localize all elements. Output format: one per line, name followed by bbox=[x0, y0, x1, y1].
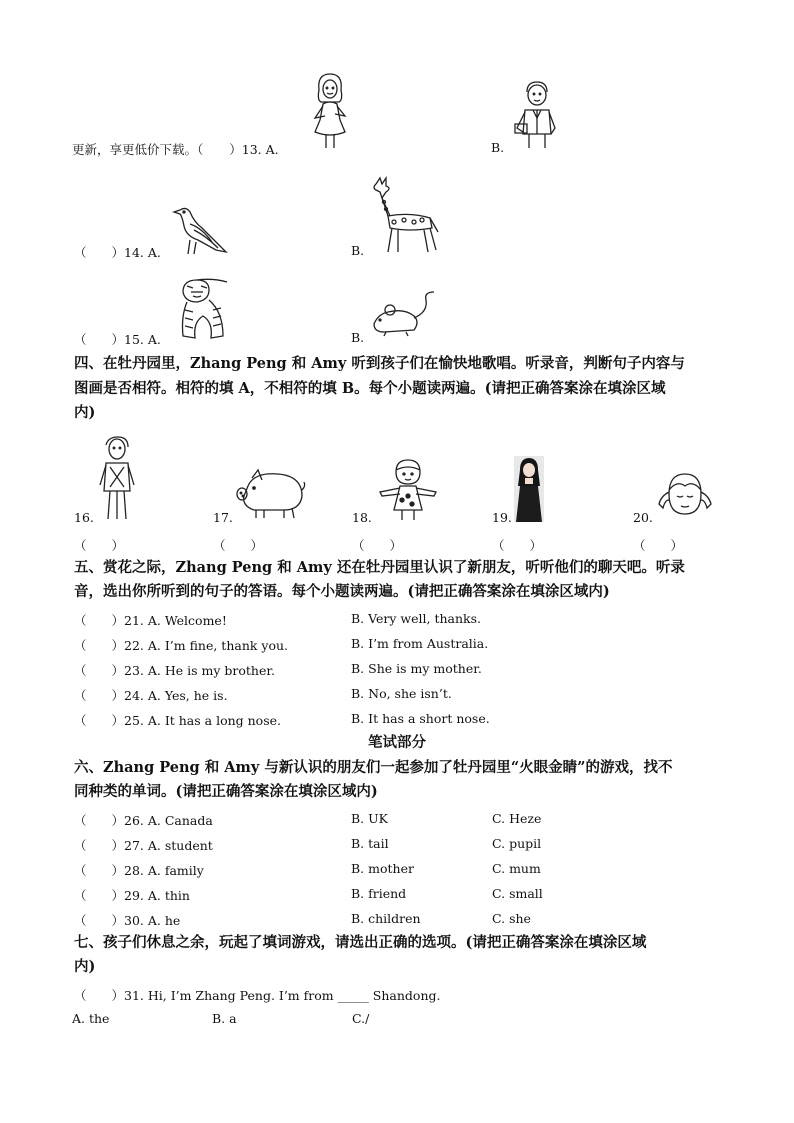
q30-option-c: C. she bbox=[492, 911, 531, 926]
q31-option-a: A. the bbox=[72, 1011, 110, 1026]
section5-heading-line1: 五、赏花之际，Zhang Peng 和 Amy 还在牡丹园里认识了新朋友，听听他们的聊天吧。听录 bbox=[74, 559, 685, 576]
q29-option-b: B. friend bbox=[351, 886, 407, 901]
q31-option-c: C./ bbox=[352, 1011, 370, 1026]
q23-option-a: （ ）23. A. He is my brother. bbox=[74, 663, 275, 678]
q27-option-b: B. tail bbox=[351, 836, 389, 851]
section7-heading-line1: 七、孩子们休息之余，玩起了填词游戏，请选出正确的选项。(请把正确答案涂在填涂区域 bbox=[74, 934, 647, 951]
q20-number: 20. bbox=[633, 510, 653, 525]
q19-answer-blank[interactable]: （ ） bbox=[492, 538, 543, 553]
q26-option-b: B. UK bbox=[351, 811, 389, 826]
q31-option-b: B. a bbox=[212, 1011, 237, 1026]
q27-option-c: C. pupil bbox=[492, 836, 542, 851]
q31-question: （ ）31. Hi, I’m Zhang Peng. I’m from _____ Shandong. bbox=[74, 988, 441, 1003]
q30-option-a: （ ）30. A. he bbox=[74, 913, 181, 928]
section6-heading-line2: 同种类的单词。(请把正确答案涂在填涂区域内) bbox=[74, 783, 378, 800]
q19-number: 19. bbox=[492, 510, 512, 525]
tiger-icon bbox=[173, 276, 231, 342]
q27-option-a: （ ）27. A. student bbox=[74, 838, 213, 853]
section7-heading-line2: 内) bbox=[74, 958, 96, 975]
q18-answer-blank[interactable]: （ ） bbox=[352, 538, 403, 553]
q28-option-b: B. mother bbox=[351, 861, 414, 876]
q17-number: 17. bbox=[213, 510, 233, 525]
q22-option-b: B. I’m from Australia. bbox=[351, 636, 489, 651]
q21-option-b: B. Very well, thanks. bbox=[351, 611, 481, 626]
q25-option-a: （ ）25. A. It has a long nose. bbox=[74, 713, 281, 728]
giraffe-icon bbox=[370, 176, 442, 254]
man-icon bbox=[513, 80, 561, 150]
q24-option-a: （ ）24. A. Yes, he is. bbox=[74, 688, 228, 703]
section4-heading-line2: 图画是否相符。相符的填 A，不相符的填 B。每个小题读两遍。(请把正确答案涂在填涂区域 bbox=[74, 380, 666, 397]
mouse-icon bbox=[370, 290, 438, 338]
q29-option-c: C. small bbox=[492, 886, 543, 901]
q13-option-b: B. bbox=[491, 140, 505, 155]
girl-face-icon bbox=[655, 470, 715, 518]
q14-option-b: B. bbox=[351, 243, 365, 258]
q23-option-b: B. She is my mother. bbox=[351, 661, 482, 676]
woman-icon bbox=[305, 72, 355, 150]
section4-heading-line3: 内) bbox=[74, 404, 96, 421]
q16-number: 16. bbox=[74, 510, 94, 525]
q16-answer-blank[interactable]: （ ） bbox=[74, 538, 125, 553]
old-man-icon bbox=[96, 435, 138, 523]
q29-option-a: （ ）29. A. thin bbox=[74, 888, 190, 903]
q20-answer-blank[interactable]: （ ） bbox=[633, 538, 684, 553]
written-section-title: 笔试部分 bbox=[368, 734, 426, 751]
q14-label: （ ）14. A. bbox=[74, 245, 161, 260]
q24-option-b: B. No, she isn’t. bbox=[351, 686, 452, 701]
section5-heading-line2: 音，选出你所听到的句子的答语。每个小题读两遍。(请把正确答案涂在填涂区域内) bbox=[74, 583, 610, 600]
q30-option-b: B. children bbox=[351, 911, 421, 926]
q17-answer-blank[interactable]: （ ） bbox=[213, 538, 264, 553]
q28-option-c: C. mum bbox=[492, 861, 541, 876]
q26-option-c: C. Heze bbox=[492, 811, 542, 826]
q15-option-b: B. bbox=[351, 330, 365, 345]
section4-heading-line1: 四、在牡丹园里，Zhang Peng 和 Amy 听到孩子们在愉快地歌唱。听录音，判断句子内容与 bbox=[74, 355, 685, 372]
q18-number: 18. bbox=[352, 510, 372, 525]
q26-option-a: （ ）26. A. Canada bbox=[74, 813, 213, 828]
girl-arms-out-icon bbox=[378, 458, 438, 522]
q25-option-b: B. It has a short nose. bbox=[351, 711, 490, 726]
q15-label: （ ）15. A. bbox=[74, 332, 161, 347]
q21-option-a: （ ）21. A. Welcome! bbox=[74, 613, 227, 628]
pig-icon bbox=[234, 466, 306, 520]
q28-option-a: （ ）28. A. family bbox=[74, 863, 204, 878]
q13-prefix-text: 更新，享更低价下载。（ ）13. A. bbox=[72, 142, 279, 157]
q22-option-a: （ ）22. A. I’m fine, thank you. bbox=[74, 638, 289, 653]
bird-icon bbox=[172, 204, 230, 256]
section6-heading-line1: 六、Zhang Peng 和 Amy 与新认识的朋友们一起参加了牡丹园里“火眼金睛”的游戏，找不 bbox=[74, 759, 673, 776]
girl-photo-icon bbox=[514, 456, 544, 522]
